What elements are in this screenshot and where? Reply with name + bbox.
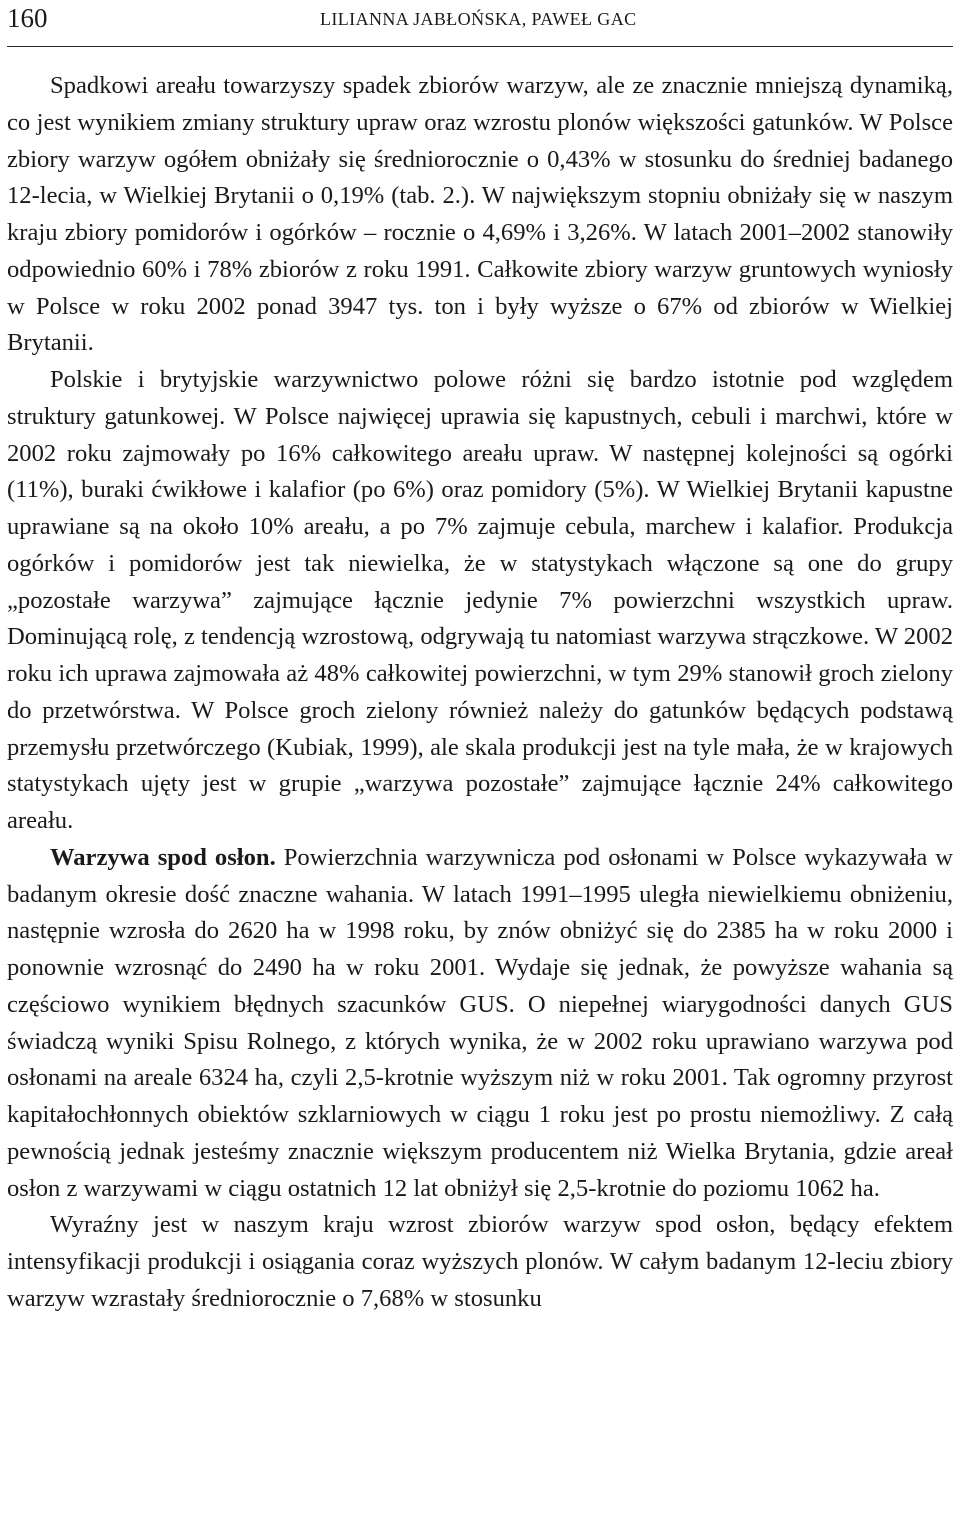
paragraph-text: Polskie i brytyjskie warzywnictwo polowe różni się bardzo istotnie pod względem struktury gatunkowej. W Polsce najwięcej uprawia się kapustnych, cebuli i marchwi, które w 2002 roku zajmowały po 16% całkowitego areału upraw. W następnej kolejności są ogórki (11%), buraki ćwikłowe i kalafior (po 6%) oraz pomidory (5%). W Wielkiej Brytanii kapustne uprawiane są na około 10% areału, a po 7% zajmuje cebula, marchew i kalafior. Produkcja ogórków i pomidorów jest tak niewielka, że w statystykach włączone są one do grupy „pozostałe warzywa” zajmujące łącznie jedynie 7% powierzchni wszystkich upraw. Dominującą rolę, z tendencją wzrostową, odgrywają tu natomiast warzywa strączkowe. W 2002 roku ich uprawa zajmowała aż 48% całkowitej powierzchni, w tym 29% stanowił groch zielony do przetwórstwa. W Polsce groch zielony również należy do gatunków będących podstawą przemysłu przetwórczego (Kubiak, 1999), ale skala produkcji jest na tyle mała, że w krajowych statystykach ujęty jest w grupie „warzywa pozostałe” zajmujące łącznie 24% całkowitego areału. bbox=[7, 366, 953, 834]
paragraph bbox=[7, 840, 953, 1208]
page-header bbox=[7, 0, 953, 47]
section-run-in-heading: Warzywa spod osłon. bbox=[50, 843, 276, 871]
body-text bbox=[7, 68, 953, 1318]
paragraph: Spadkowi areału towarzyszy spadek zbiorów warzyw, ale ze znacznie mniejszą dynamiką, co jest wynikiem zmiany struktury upraw oraz wzrostu plonów większości gatunków. W Polsce zbiory warzyw ogółem obniżały się średniorocznie o 0,43% w stosunku do średniej badanego 12-lecia, w Wielkiej Brytanii o 0,19% (tab. 2.). W największym stopniu obniżały się w naszym kraju zbiory pomidorów i ogórków – rocznie o 4,69% i 3,26%. W latach 2001–2002 stanowiły odpowiednio 60% i 78% zbiorów z roku 1991. Całkowite zbiory warzyw gruntowych wyniosły w Polsce w roku 2002 ponad 3947 tys. ton i były wyższe o 67% od zbiorów w Wielkiej Brytanii. bbox=[7, 72, 953, 357]
paragraph: Wyraźny jest w naszym kraju wzrost zbiorów warzyw spod osłon, będący efektem intensyfikacji produkcji i osiągania coraz wyższych plonów. W całym badanym 12-leciu zbiory warzyw wzrastały średniorocznie o 7,68% w stosunku bbox=[7, 1211, 953, 1312]
paragraph-text: Powierzchnia warzywnicza pod osłonami w Polsce wykazywała w badanym okresie dość znaczne wahania. W latach 1991–1995 uległa niewielkiemu obniżeniu, następnie wzrosła do 2620 ha w 1998 roku, by znów obniżyć się do 2385 ha w roku 2000 i ponownie wzrosnąć do 2490 ha w roku 2001. Wydaje się jednak, że powyższe wahania są częściowo wynikiem błędnych szacunków GUS. O niepełnej wiarygodności danych GUS świadczą wyniki Spisu Rolnego, z których wynika, że w 2002 roku uprawiano warzywa pod osłonami na areale 6324 ha, czyli 2,5-krotnie wyższym niż w roku 2001. Tak ogromny przyrost kapitałochłonnych obiektów szklarniowych w ciągu 1 roku jest po prostu niemożliwy. Z całą pewnością jednak jesteśmy znacznie większym producentem niż Wielka Brytania, gdzie areał osłon z warzywami w ciągu ostatnich 12 lat obniżył się 2,5-krotnie do poziomu 1062 ha. bbox=[7, 843, 953, 1202]
paragraph bbox=[7, 362, 953, 840]
running-head: LILIANNA JABŁOŃSKA, PAWEŁ GAC bbox=[320, 9, 637, 29]
page bbox=[7, 0, 953, 1318]
page-number: 160 bbox=[7, 3, 48, 33]
